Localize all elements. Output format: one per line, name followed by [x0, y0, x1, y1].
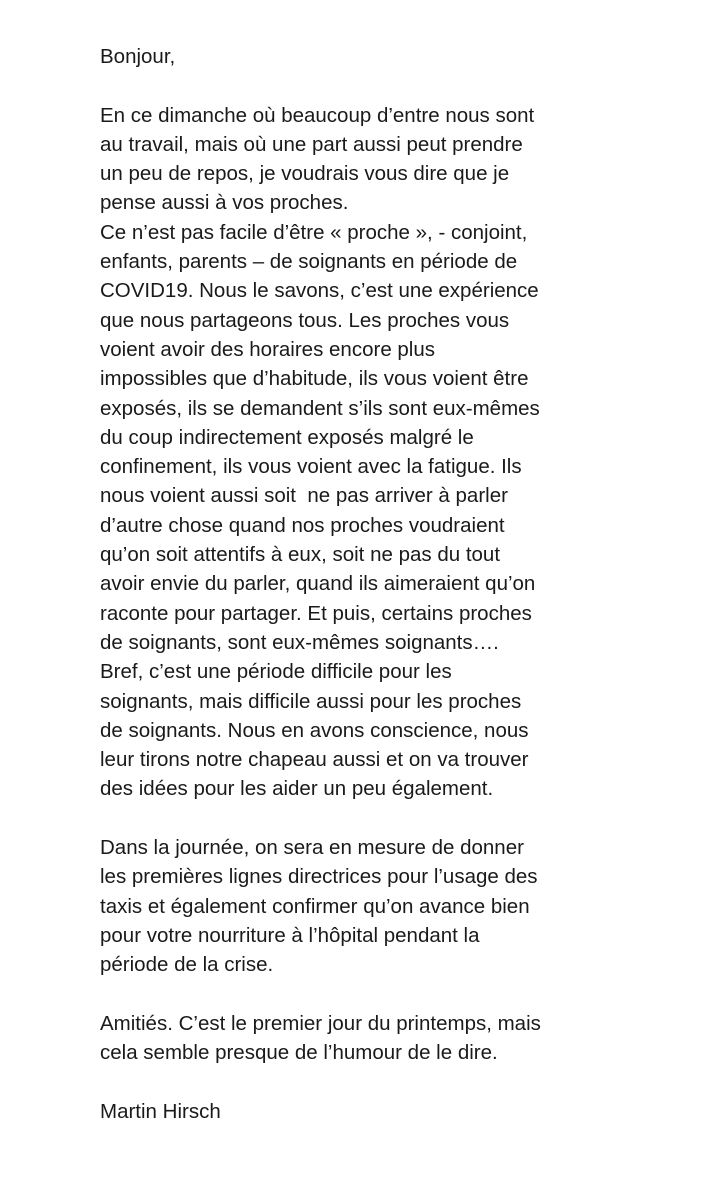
- text-line: En ce dimanche où beaucoup d’entre nous sont: [100, 103, 535, 127]
- text-line: qu’on soit attentifs à eux, soit ne pas du tout: [100, 543, 501, 567]
- text-line: un peu de repos, je voudrais vous dire que je: [100, 162, 510, 186]
- text-line: taxis et également confirmer qu’on avance bien: [100, 894, 530, 918]
- text-line: du coup indirectement exposés malgré le: [100, 425, 474, 449]
- text-line: voient avoir des horaires encore plus: [100, 337, 436, 361]
- text-line: au travail, mais où une part aussi peut prendre: [100, 132, 523, 156]
- text-line: Ce n’est pas facile d’être « proche », - conjoint,: [100, 220, 528, 244]
- greeting: Bonjour,: [100, 45, 176, 68]
- paragraph-2: [100, 833, 700, 979]
- text-line: de soignants, sont eux-mêmes soignants….: [100, 630, 499, 654]
- text-line: pense aussi à vos proches.: [100, 191, 349, 215]
- paragraph-gap: [100, 804, 700, 833]
- letter-body: [100, 42, 700, 1126]
- paragraph-gap: [100, 980, 700, 1009]
- text-line: pour votre nourriture à l’hôpital pendant la: [100, 923, 480, 947]
- text-line: confinement, ils vous voient avec la fatigue. Ils: [100, 455, 522, 479]
- text-line: les premières lignes directrices pour l’usage des: [100, 865, 538, 889]
- text-line: raconte pour partager. Et puis, certains proches: [100, 601, 532, 625]
- text-line: Amitiés. C’est le premier jour du printemps, mais: [100, 1011, 541, 1035]
- text-line: impossibles que d’habitude, ils vous voient être: [100, 367, 529, 391]
- text-line: soignants, mais difficile aussi pour les proches: [100, 689, 522, 713]
- text-line: que nous partageons tous. Les proches vous: [100, 308, 510, 332]
- text-line: des idées pour les aider un peu également.: [100, 777, 494, 801]
- text-line: COVID19. Nous le savons, c’est une expérience: [100, 279, 539, 303]
- text-line: leur tirons notre chapeau aussi et on va trouver: [100, 748, 529, 772]
- signature: Martin Hirsch: [100, 1099, 221, 1123]
- text-line: nous voient aussi soit ne pas arriver à parler: [100, 484, 508, 508]
- text-line: Bref, c’est une période difficile pour les: [100, 660, 452, 684]
- paragraph-3: [100, 1009, 700, 1068]
- paragraph-1: [100, 101, 700, 804]
- text-line: exposés, ils se demandent s’ils sont eux-mêmes: [100, 396, 540, 420]
- text-line: de soignants. Nous en avons conscience, nous: [100, 718, 529, 742]
- text-line: période de la crise.: [100, 953, 274, 977]
- text-line: avoir envie du parler, quand ils aimeraient qu’on: [100, 572, 536, 596]
- text-line: Dans la journée, on sera en mesure de donner: [100, 836, 524, 860]
- text-line: d’autre chose quand nos proches voudraient: [100, 513, 505, 537]
- text-line: cela semble presque de l’humour de le dire.: [100, 1041, 498, 1065]
- paragraph-gap: [100, 1067, 700, 1096]
- text-line: enfants, parents – de soignants en période de: [100, 250, 518, 274]
- paragraph-gap: [100, 71, 700, 100]
